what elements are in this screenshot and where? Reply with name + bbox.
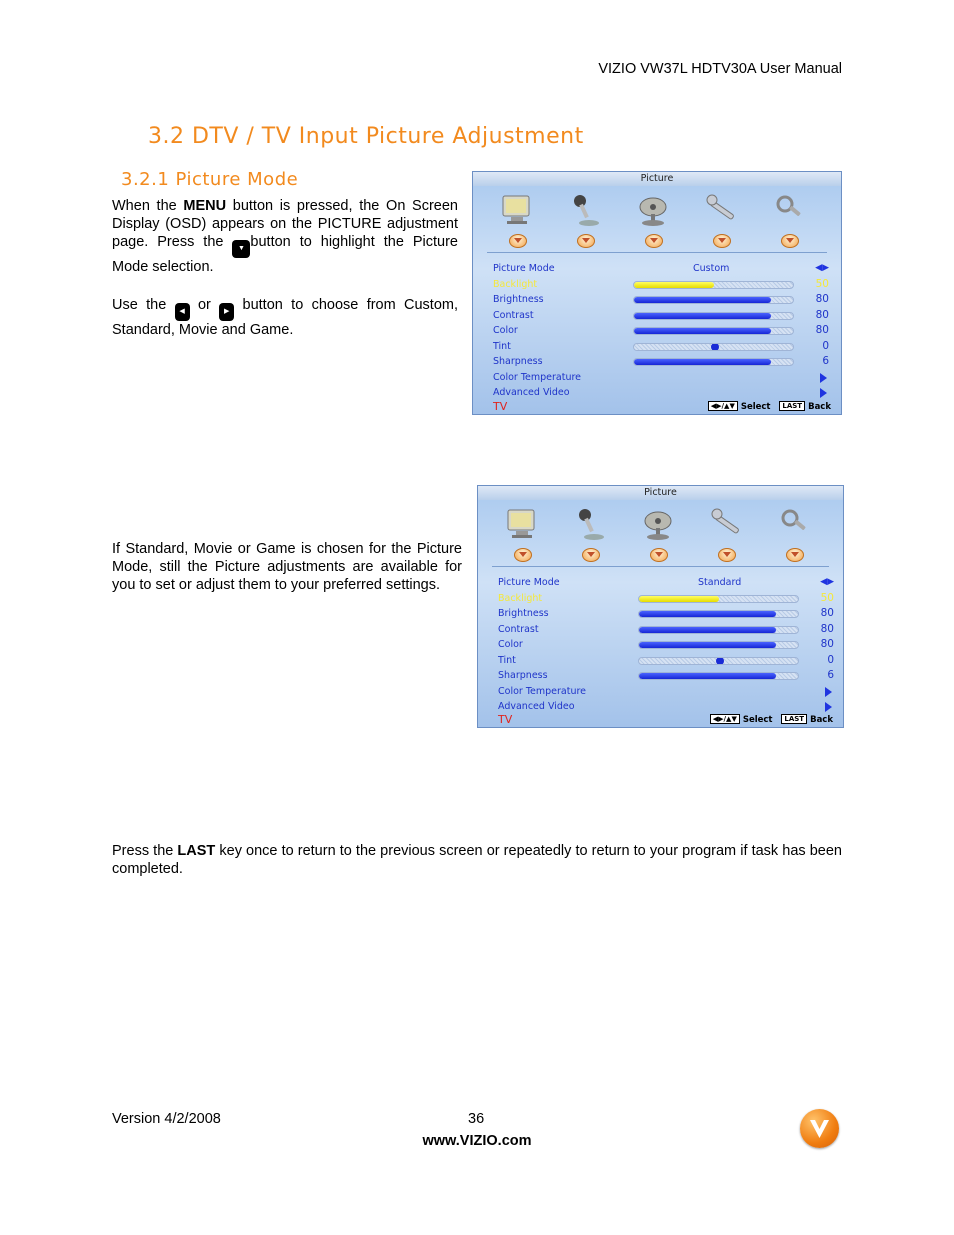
footer-url[interactable]: www.VIZIO.com [422, 1133, 532, 1149]
osd-row-value: 6 [827, 669, 834, 681]
osd-divider [487, 252, 827, 253]
section-heading: 3.2 DTV / TV Input Picture Adjustment [148, 124, 584, 149]
osd-row-value: 80 [820, 607, 834, 619]
osd-row-label: Advanced Video [498, 701, 575, 712]
osd-row-label: Color Temperature [498, 685, 587, 697]
osd-input-source: TV [493, 400, 508, 413]
osd-row-label: Tint [498, 654, 516, 666]
osd-setting-row[interactable] [498, 591, 834, 607]
osd-setting-row[interactable] [498, 653, 834, 669]
microphone-icon[interactable] [565, 192, 605, 228]
osd-slider[interactable] [638, 595, 799, 603]
osd-row-label: Backlight [498, 592, 543, 604]
slider-handle[interactable] [711, 343, 719, 351]
osd-row-label: Contrast [493, 309, 534, 321]
osd-picture-mode-row[interactable] [498, 575, 834, 591]
osd-menu-list [498, 575, 834, 715]
osd-row-label: Color [493, 325, 518, 336]
osd-category-arrows [494, 548, 834, 562]
osd-setting-row[interactable] [493, 354, 829, 370]
osd-row-label: Color Temperature [493, 371, 582, 383]
osd-row-value: 80 [815, 293, 829, 305]
right-triangle-icon [825, 687, 832, 697]
slider-fill [634, 282, 714, 288]
osd-setting-row[interactable] [498, 606, 834, 622]
osd-input-source: TV [498, 713, 513, 726]
slider-fill [639, 642, 776, 648]
osd-row-label: Picture Mode [493, 263, 555, 274]
nav-arrows-key-icon: ◀▶/▲▼ [710, 714, 740, 724]
page-number: 36 [468, 1111, 485, 1127]
slider-fill [639, 627, 776, 633]
orange-down-arrow-icon [786, 548, 804, 562]
menu-key-text: MENU [183, 198, 227, 214]
microphone-icon[interactable] [570, 506, 610, 542]
satellite-dish-icon[interactable] [638, 506, 678, 542]
osd-slider[interactable] [638, 672, 799, 680]
osd-setting-row[interactable] [498, 668, 834, 684]
osd-slider[interactable] [638, 610, 799, 618]
slider-fill [639, 673, 776, 679]
key-magnifier-icon[interactable] [774, 506, 814, 542]
osd-picture-mode-row[interactable] [493, 261, 829, 277]
orange-down-arrow-icon [781, 234, 799, 248]
osd-slider[interactable] [638, 657, 799, 665]
left-right-arrows-icon: ◀▶ [815, 263, 829, 273]
right-triangle-icon [825, 702, 832, 712]
osd-setting-row[interactable] [493, 308, 829, 324]
osd-picture-mode-value: Custom [693, 263, 730, 274]
osd-slider[interactable] [633, 312, 794, 320]
osd-row-value: 6 [822, 355, 829, 367]
osd-slider[interactable] [633, 327, 794, 335]
satellite-dish-icon[interactable] [633, 192, 673, 228]
osd-setting-row[interactable] [498, 622, 834, 638]
osd-setting-row[interactable] [493, 323, 829, 339]
osd-key-hints: ◀▶/▲▼ Select LAST Back [708, 400, 831, 414]
last-key-text: LAST [177, 843, 216, 859]
paragraph-last-key: Press the LAST key once to return to the previous screen or repeatedly to return to your program if task has been completed. [112, 843, 843, 877]
subsection-heading: 3.2.1 Picture Mode [121, 169, 299, 190]
osd-slider[interactable] [638, 641, 799, 649]
osd-row-value: 0 [822, 339, 829, 352]
osd-slider[interactable] [633, 281, 794, 289]
osd-setting-row[interactable] [493, 339, 829, 355]
osd-row-value: 50 [815, 277, 829, 290]
osd-row-value: 0 [827, 653, 834, 666]
orange-down-arrow-icon [509, 234, 527, 248]
osd-row-value: 80 [820, 638, 834, 650]
osd-slider[interactable] [638, 626, 799, 634]
osd-setting-row[interactable] [493, 277, 829, 293]
monitor-icon[interactable] [502, 506, 542, 542]
osd-slider[interactable] [633, 296, 794, 304]
osd-row-label: Sharpness [498, 670, 548, 681]
osd-divider [492, 566, 829, 567]
osd-title: Picture [473, 172, 841, 186]
orange-down-arrow-icon [514, 548, 532, 562]
wrench-icon[interactable] [706, 506, 746, 542]
osd-setting-row[interactable] [498, 637, 834, 653]
osd-key-hints: ◀▶/▲▼ Select LAST Back [710, 713, 833, 727]
osd-picture-standard [477, 485, 844, 728]
paragraph-menu-intro: When the MENU button is pressed, the On Screen Display (OSD) appears on the PICTURE adjustment page. Press the ▼ button to highlight the Picture Mode selection. [112, 198, 459, 275]
orange-down-arrow-icon [577, 234, 595, 248]
slider-fill [634, 313, 771, 319]
osd-row-label: Tint [493, 340, 511, 352]
last-key-icon: LAST [781, 714, 807, 724]
slider-fill [639, 611, 776, 617]
osd-title: Picture [478, 486, 843, 500]
osd-row-label: Contrast [498, 623, 539, 635]
osd-category-arrows [489, 234, 829, 248]
orange-down-arrow-icon [645, 234, 663, 248]
osd-row-value: 50 [820, 591, 834, 604]
monitor-icon[interactable] [497, 192, 537, 228]
osd-row-label: Brightness [498, 608, 549, 619]
osd-submenu-row[interactable] [493, 385, 829, 401]
right-triangle-icon [820, 388, 827, 398]
osd-submenu-row[interactable] [493, 370, 829, 386]
osd-row-label: Backlight [493, 278, 538, 290]
osd-row-label: Sharpness [493, 356, 543, 367]
osd-menu-list [493, 261, 829, 401]
left-right-arrows-icon: ◀▶ [820, 577, 834, 587]
key-magnifier-icon[interactable] [769, 192, 809, 228]
slider-fill [639, 596, 719, 602]
osd-footer [473, 400, 841, 414]
slider-fill [634, 297, 771, 303]
osd-category-icons [489, 192, 829, 228]
paragraph-preset-modes: If Standard, Movie or Game is chosen for the Picture Mode, still the Picture adjustments are available for you to set or adjust them to your preferred settings. [112, 541, 462, 593]
orange-down-arrow-icon [582, 548, 600, 562]
osd-row-label: Advanced Video [493, 387, 570, 398]
slider-fill [634, 328, 771, 334]
osd-slider[interactable] [633, 343, 794, 351]
orange-down-arrow-icon [650, 548, 668, 562]
osd-row-label: Picture Mode [498, 577, 560, 588]
vizio-logo-icon [800, 1109, 839, 1148]
osd-setting-row[interactable] [493, 292, 829, 308]
osd-footer [478, 713, 843, 727]
left-arrow-button-icon: ◀ [175, 303, 190, 321]
slider-handle[interactable] [716, 657, 724, 665]
right-arrow-button-icon: ▶ [219, 303, 234, 321]
slider-fill [634, 359, 771, 365]
osd-row-value: 80 [815, 324, 829, 336]
osd-row-label: Brightness [493, 294, 544, 305]
down-arrow-button-icon: ▼ [232, 240, 250, 258]
orange-down-arrow-icon [713, 234, 731, 248]
nav-arrows-key-icon: ◀▶/▲▼ [708, 401, 738, 411]
osd-picture-mode-value: Standard [698, 577, 742, 588]
paragraph-choose-mode: Use the ◀ or ▶ button to choose from Custom, Standard, Movie and Game. [112, 297, 459, 338]
osd-row-label: Color [498, 639, 523, 650]
wrench-icon[interactable] [701, 192, 741, 228]
orange-down-arrow-icon [718, 548, 736, 562]
footer-version: Version 4/2/2008 [112, 1111, 221, 1127]
osd-row-value: 80 [815, 308, 829, 321]
osd-row-value: 80 [820, 622, 834, 635]
last-key-icon: LAST [779, 401, 805, 411]
manual-title: VIZIO VW37L HDTV30A User Manual [598, 61, 842, 77]
osd-slider[interactable] [633, 358, 794, 366]
osd-category-icons [494, 506, 834, 542]
osd-picture-custom [472, 171, 842, 415]
right-triangle-icon [820, 373, 827, 383]
osd-submenu-row[interactable] [498, 684, 834, 700]
